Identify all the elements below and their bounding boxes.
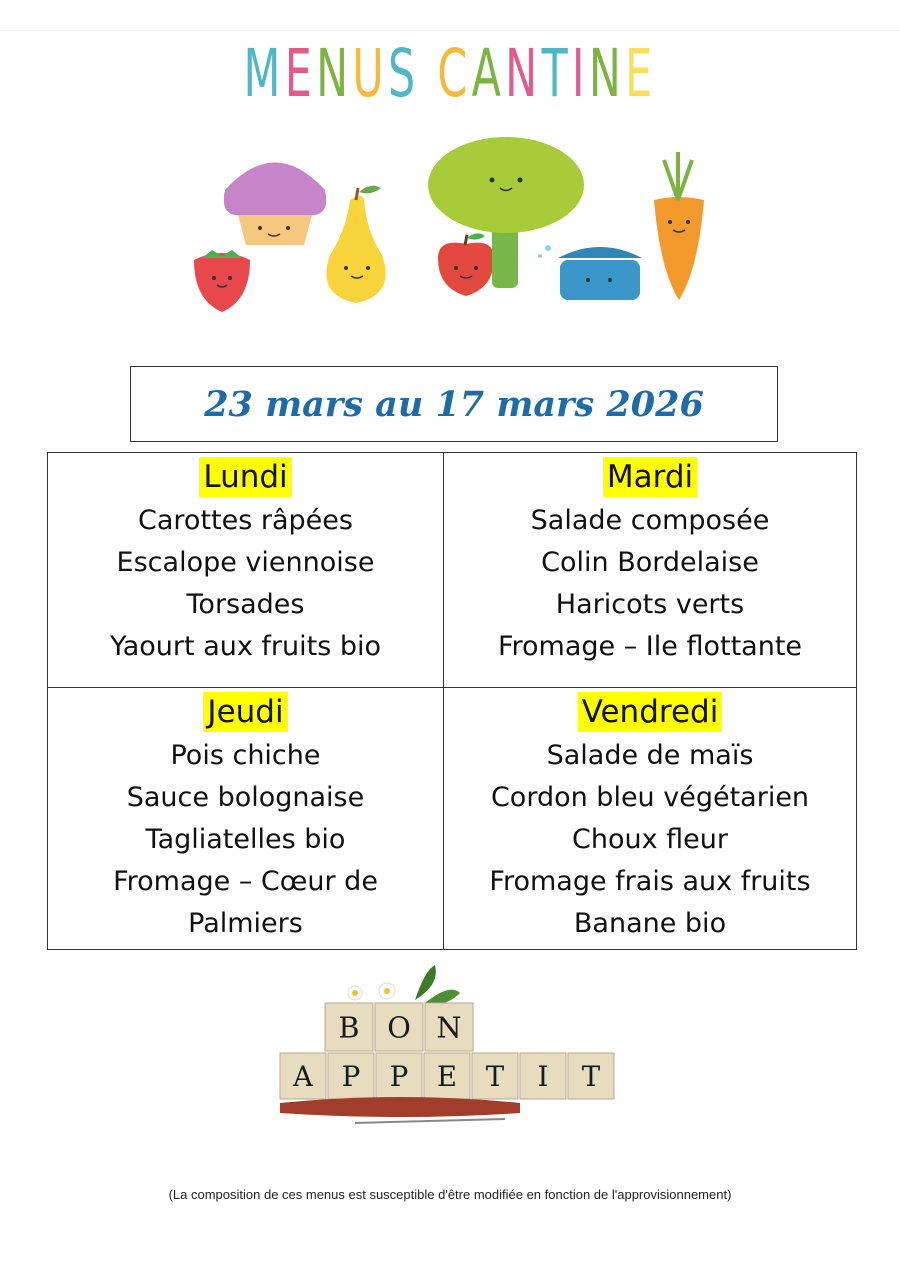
menu-item: Choux fleur xyxy=(572,824,728,855)
menu-item: Escalope viennoise xyxy=(116,547,375,578)
menu-item: Carottes râpées xyxy=(138,505,353,536)
date-range: 23 mars au 17 mars 2026 xyxy=(204,383,704,425)
letter-block xyxy=(325,1003,373,1051)
menu-item: Fromage frais aux fruits xyxy=(489,866,811,897)
napkin-icon xyxy=(280,1097,520,1123)
menu-item: Torsades xyxy=(186,589,305,620)
title-letter: T xyxy=(541,35,572,112)
day-label-mardi: Mardi xyxy=(603,457,697,497)
menu-item: Sauce bolognaise xyxy=(126,782,365,813)
letter-block xyxy=(424,1053,470,1099)
title-letter: A xyxy=(471,35,506,112)
letter-block xyxy=(568,1053,614,1099)
menu-item: Haricots verts xyxy=(555,589,745,620)
date-range-box xyxy=(130,366,778,442)
letter-block xyxy=(375,1003,423,1051)
letter-block xyxy=(280,1053,326,1099)
menu-item: Tagliatelles bio xyxy=(145,824,346,855)
strawberry-icon xyxy=(194,250,250,312)
svg-text:P: P xyxy=(341,1060,361,1094)
menu-item: Cordon bleu végétarien xyxy=(490,782,810,813)
day-label-vendredi: Vendredi xyxy=(578,692,723,732)
menu-item: Palmiers xyxy=(188,908,303,939)
footnote: (La composition de ces menus est susceptible d'être modifiée en fonction de l'approvisionnement) xyxy=(168,1187,732,1202)
cupcake-icon xyxy=(224,163,327,246)
apple-icon xyxy=(438,233,494,296)
svg-text:A: A xyxy=(293,1060,313,1094)
title-letter: S xyxy=(388,35,420,112)
title-letter: N xyxy=(588,35,626,112)
title-letter: E xyxy=(284,35,317,112)
svg-text:O: O xyxy=(387,1010,411,1045)
svg-text:E: E xyxy=(436,1060,458,1094)
letter-block xyxy=(328,1053,374,1099)
menu-item: Fromage – Ile flottante xyxy=(497,631,803,662)
title-letter: I xyxy=(571,35,589,112)
title-letter: U xyxy=(352,35,389,112)
top-rule xyxy=(0,30,900,31)
svg-text:N: N xyxy=(436,1010,462,1045)
title-letter: N xyxy=(505,35,542,112)
svg-text:T: T xyxy=(581,1060,601,1094)
menu-cell-lundi xyxy=(48,453,444,688)
food-illustration xyxy=(180,130,740,320)
day-label-jeudi: Jeudi xyxy=(203,692,287,732)
bon-appetit-image xyxy=(275,955,625,1145)
menu-item: Pois chiche xyxy=(170,740,321,771)
page-title xyxy=(126,34,774,114)
pot-icon xyxy=(538,245,642,300)
menu-cell-jeudi xyxy=(48,688,444,949)
title-letter xyxy=(420,34,438,114)
letter-block xyxy=(425,1003,473,1051)
title-letter: N xyxy=(316,35,353,112)
svg-text:B: B xyxy=(338,1010,360,1045)
menu-cell-mardi xyxy=(444,453,856,688)
title-letter: M xyxy=(243,35,285,112)
menu-item: Banane bio xyxy=(573,908,727,939)
title-letter: C xyxy=(437,35,472,112)
menu-cell-vendredi xyxy=(444,688,856,949)
menu-item: Salade de maïs xyxy=(546,740,754,771)
letter-block xyxy=(472,1053,518,1099)
menu-item: Salade composée xyxy=(530,505,770,536)
menu-table xyxy=(47,452,857,950)
letter-block xyxy=(520,1053,566,1099)
pear-icon xyxy=(326,186,385,303)
carrot-icon xyxy=(654,152,704,300)
flowers-icon xyxy=(348,965,460,1004)
menu-item: Fromage – Cœur de xyxy=(113,866,378,897)
letter-block xyxy=(376,1053,422,1099)
menu-item: Yaourt aux fruits bio xyxy=(109,631,382,662)
title-letter: E xyxy=(625,35,657,112)
menu-item: Colin Bordelaise xyxy=(541,547,759,578)
day-label-lundi: Lundi xyxy=(199,457,291,497)
svg-text:I: I xyxy=(537,1060,549,1094)
svg-text:T: T xyxy=(485,1060,505,1094)
svg-text:P: P xyxy=(389,1060,409,1094)
